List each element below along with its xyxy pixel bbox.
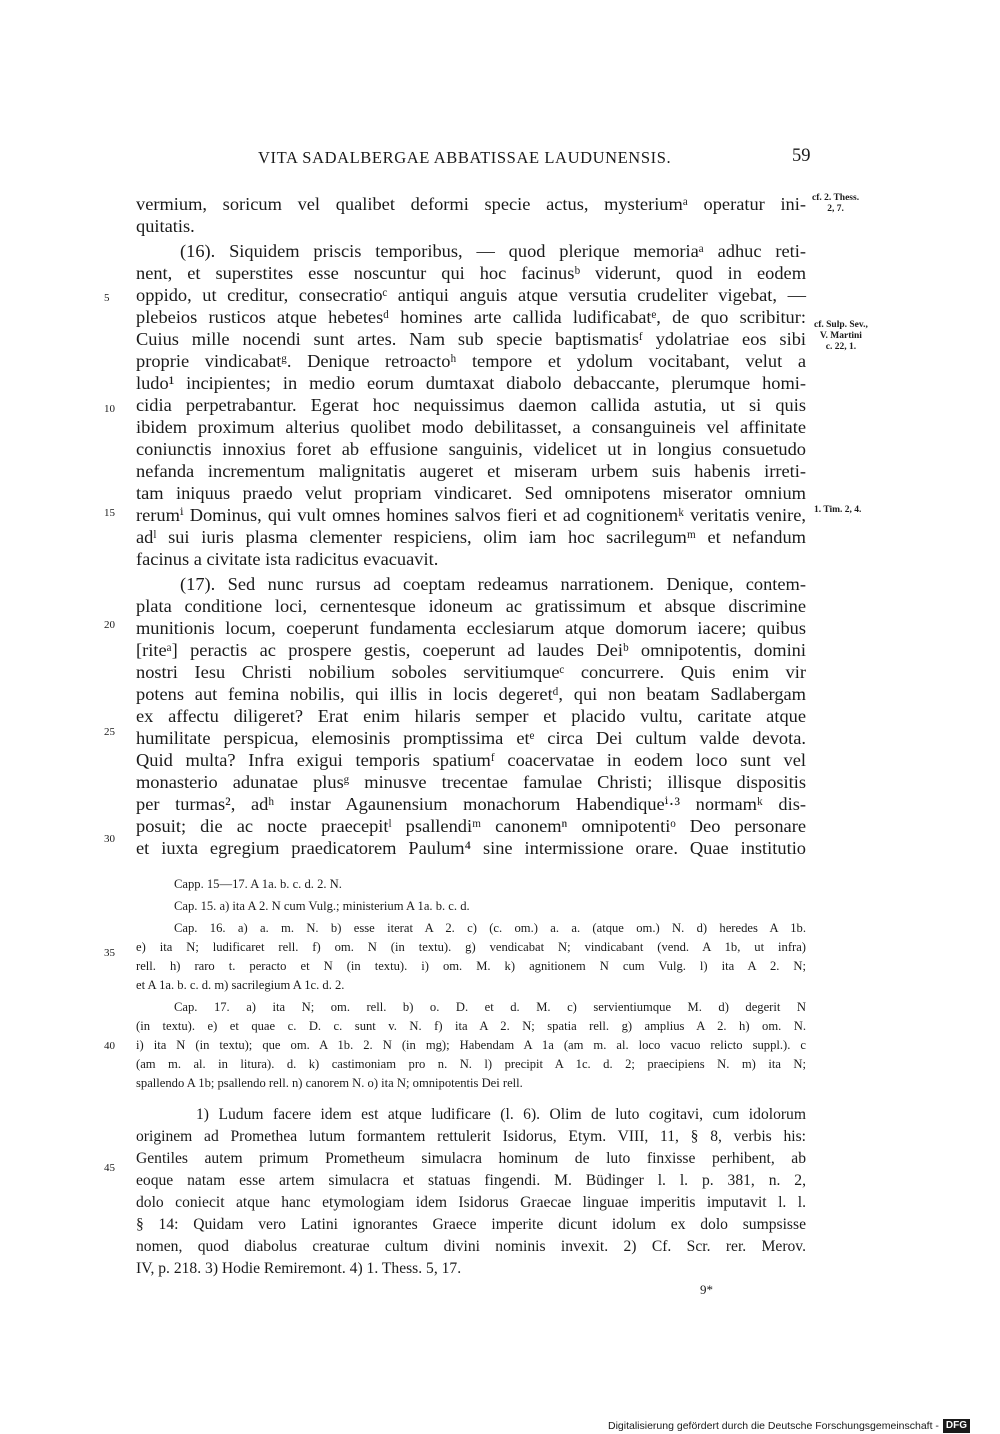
text-line: vermium, soricum vel qualibet deformi specie actus, mysteriumᵃ operatur ini- [136, 194, 806, 214]
line-number: 15 [104, 507, 115, 519]
apparatus-line: Cap. 17. a) ita N; om. rell. b) o. D. et d. M. c) servientiumque M. d) degerit N [174, 1000, 806, 1014]
running-title: VITA SADALBERGAE ABBATISSAE LAUDUNENSIS. [258, 148, 672, 167]
running-header [0, 148, 1000, 174]
line-number: 30 [104, 833, 115, 845]
line-number: 35 [104, 947, 115, 959]
text-line: cidia perpetrabantur. Egerat hoc nequissimus daemon callida astutia, ut si quis [136, 395, 806, 415]
apparatus-line: Cap. 16. a) a. m. N. b) esse iterat A 2. c) (c. om.) a. a. (atque om.) N. d) heredes A 1b. [174, 921, 806, 935]
text-line: facinus a civitate ista radicitus evacuavit. [136, 549, 439, 569]
apparatus-line: i) ita N (in textu); que om. A 1b. 2. N (in mg); Habendam A 1a (am m. al. loco vacuo relicto suppl.). c [136, 1038, 806, 1052]
footnote-line: 1) Ludum facere idem est atque ludificare (l. 6). Olim de luto cogitavi, cum idolorum [196, 1106, 806, 1123]
footnote-line: nomen, quod diabolus creaturae cultum divini nominis invexit. 2) Cf. Scr. rer. Merov. [136, 1238, 806, 1255]
text-line: adˡ sui iuris plasma clementer respiciens, olim iam hoc sacrilegumᵐ et nefandum [136, 527, 806, 547]
line-number: 10 [104, 403, 115, 415]
footnote-line: IV, p. 218. 3) Hodie Remiremont. 4) 1. Thess. 5, 17. [136, 1260, 462, 1277]
text-line: potens aut femina nobilis, qui illis in locis degeretᵈ, qui non beatam Sadlabergam [136, 684, 806, 704]
apparatus-line: et A 1a. b. c. d. m) sacrilegium A 1c. d. 2. [136, 978, 345, 992]
text-line: nefanda incrementum malignitatis augeret et miseram urbem suis habenis irreti- [136, 461, 806, 481]
apparatus-line: spallendo A 1b; psallendo rell. n) canorem N. o) ita N; omnipotentis Dei rell. [136, 1076, 523, 1090]
footnote-line: originem ad Promethea lutum formantem rettulerit Isidorus, Etym. VIII, 11, § 8, verbis his: [136, 1128, 806, 1145]
apparatus-line: Capp. 15—17. A 1a. b. c. d. 2. N. [174, 877, 342, 891]
text-line: coniunctis innoxius foret ab effusione sanguinis, videlicet ut in longius consuetudo [136, 439, 806, 459]
margin-note [812, 193, 859, 215]
text-line: ludo¹ incipientes; in medio eorum dumtaxat diabolo debaccante, plerumque homi- [136, 373, 806, 393]
line-number: 25 [104, 726, 115, 738]
text-line: [riteᵃ] peractis ac prospere gestis, coeperunt ad laudes Deiᵇ omnipotentis, domini [136, 640, 806, 660]
margin-note-line: 2, 7. [827, 204, 844, 214]
text-line: oppido, ut creditur, consecratioᶜ antiqui anguis atque versutia crudeliter vigebat, — [136, 285, 806, 305]
dfg-logo: DFG [943, 1419, 970, 1433]
text-line: per turmas², adʰ instar Agaunensium monachorum Habendiqueⁱ·³ normamᵏ dis- [136, 794, 806, 814]
text-line: ex affectu diligeret? Erat enim hilaris semper et placido vultu, caritate atque [136, 706, 806, 726]
line-number: 40 [104, 1040, 115, 1052]
digitization-banner [608, 1418, 1000, 1434]
line-number: 45 [104, 1162, 115, 1174]
text-line: nent, et superstites esse noscuntur qui hoc facinusᵇ viderunt, quod in eodem [136, 263, 806, 283]
text-line: et iuxta egregium praedicatorem Paulum⁴ sine intermissione orare. Quae institutio [136, 838, 806, 858]
text-line: monasterio adunatae plusᵍ minusve trecentae famulae Christi; illisque dispositis [136, 772, 806, 792]
page-number: 59 [792, 146, 811, 166]
footnote-line: dolo coniecit atque hanc etymologiam idem Isidorus Graecae linguae imperitis imputavit l. l. [136, 1194, 806, 1211]
margin-note-line: V. Martini [819, 331, 862, 341]
text-line: proprie vindicabatᵍ. Denique retroactoʰ tempore et ydolum vocitabant, velut a [136, 351, 806, 371]
line-number: 5 [104, 292, 110, 304]
banner-text: Digitalisierung gefördert durch die Deutsche Forschungsgemeinschaft - [608, 1420, 939, 1432]
margin-note-line: cf. 2. Thess. [812, 193, 860, 203]
margin-note-line: cf. Sulp. Sev., [814, 320, 868, 330]
text-line: plebeios rusticos atque hebetesᵈ homines arte callida ludificabatᵉ, de quo scribitur: [136, 307, 806, 327]
apparatus-line: (am m. al. in litura). d. k) castimoniam pro n. N. l) precipit A 1c. d. 2; praecipiens N. m) ita N; [136, 1057, 806, 1071]
text-line: plata conditione loci, cernentesque idoneum ac gratissimum et absque discrimine [136, 596, 806, 616]
footnote-line: Gentiles autem primum Prometheum simulacra hominum de luto finxisse perhibent, ab [136, 1150, 806, 1167]
text-line: humilitate perspicua, elemosinis promptissima etᵉ circa Dei cultum valde devota. [136, 728, 806, 748]
text-line: rerumⁱ Dominus, qui vult omnes homines salvos fieri et ad cognitionemᵏ veritatis venire, [136, 505, 806, 525]
margin-note-line: 1. Tim. 2, 4. [814, 505, 862, 515]
apparatus-line: rell. h) raro t. peracto et N (in textu). i) om. M. k) agnitionem N cum Vulg. l) ita A 2. N; [136, 959, 806, 973]
margin-note [814, 320, 868, 353]
margin-note [814, 505, 861, 516]
text-line: posuit; die ac nocte praecepitˡ psallendiᵐ canonemⁿ omnipotentiᵒ Deo personare [136, 816, 806, 836]
footnote-line: § 14: Quidam vero Latini ignorantes Graece imperite dicunt idolum ex dolo sumpsisse [136, 1216, 806, 1233]
text-line: munitionis locum, coeperunt fundamenta ecclesiarum atque domorum iacere; quibus [136, 618, 806, 638]
text-line: Cuius mille nocendi sunt artes. Nam sub specie baptismatisᶠ ydolatriae eos sibi [136, 329, 806, 349]
text-line: Quid multa? Infra exigui temporis spatiumᶠ coacervatae in eodem loco sunt vel [136, 750, 806, 770]
line-number: 20 [104, 619, 115, 631]
signature-mark: 9* [700, 1282, 713, 1297]
footnote-line: eoque natam esse artem simulacra et statuas fingendi. M. Büdinger l. l. p. 381, n. 2, [136, 1172, 806, 1189]
text-line: (17). Sed nunc rursus ad coeptam redeamus narrationem. Denique, contem- [180, 574, 806, 594]
apparatus-line: (in textu). e) et quae c. D. c. sunt v. N. f) ita A 2. N; spatia rell. g) amplius A 2. h) om. N. [136, 1019, 806, 1033]
text-line: (16). Siquidem priscis temporibus, — quod plerique memoriaᵃ adhuc reti- [180, 241, 806, 261]
text-line: quitatis. [136, 216, 195, 236]
text-line: nostri Iesu Christi nobilium soboles servitiumqueᶜ concurrere. Quis enim vir [136, 662, 806, 682]
margin-note-line: c. 22, 1. [825, 342, 857, 352]
text-line: ibidem proximum alterius quolibet modo debilitasset, a consanguineis vel affinitate [136, 417, 806, 437]
apparatus-line: e) ita N; ludificaret rell. f) om. N (in textu). g) vendicabat N; vindicabant (vend. A 1b, ut infra) [136, 940, 806, 954]
text-line: tam iniquus praedo velut propriam vindicaret. Sed omnipotens miserator omnium [136, 483, 806, 503]
apparatus-line: Cap. 15. a) ita A 2. N cum Vulg.; ministerium A 1a. b. c. d. [174, 899, 470, 913]
